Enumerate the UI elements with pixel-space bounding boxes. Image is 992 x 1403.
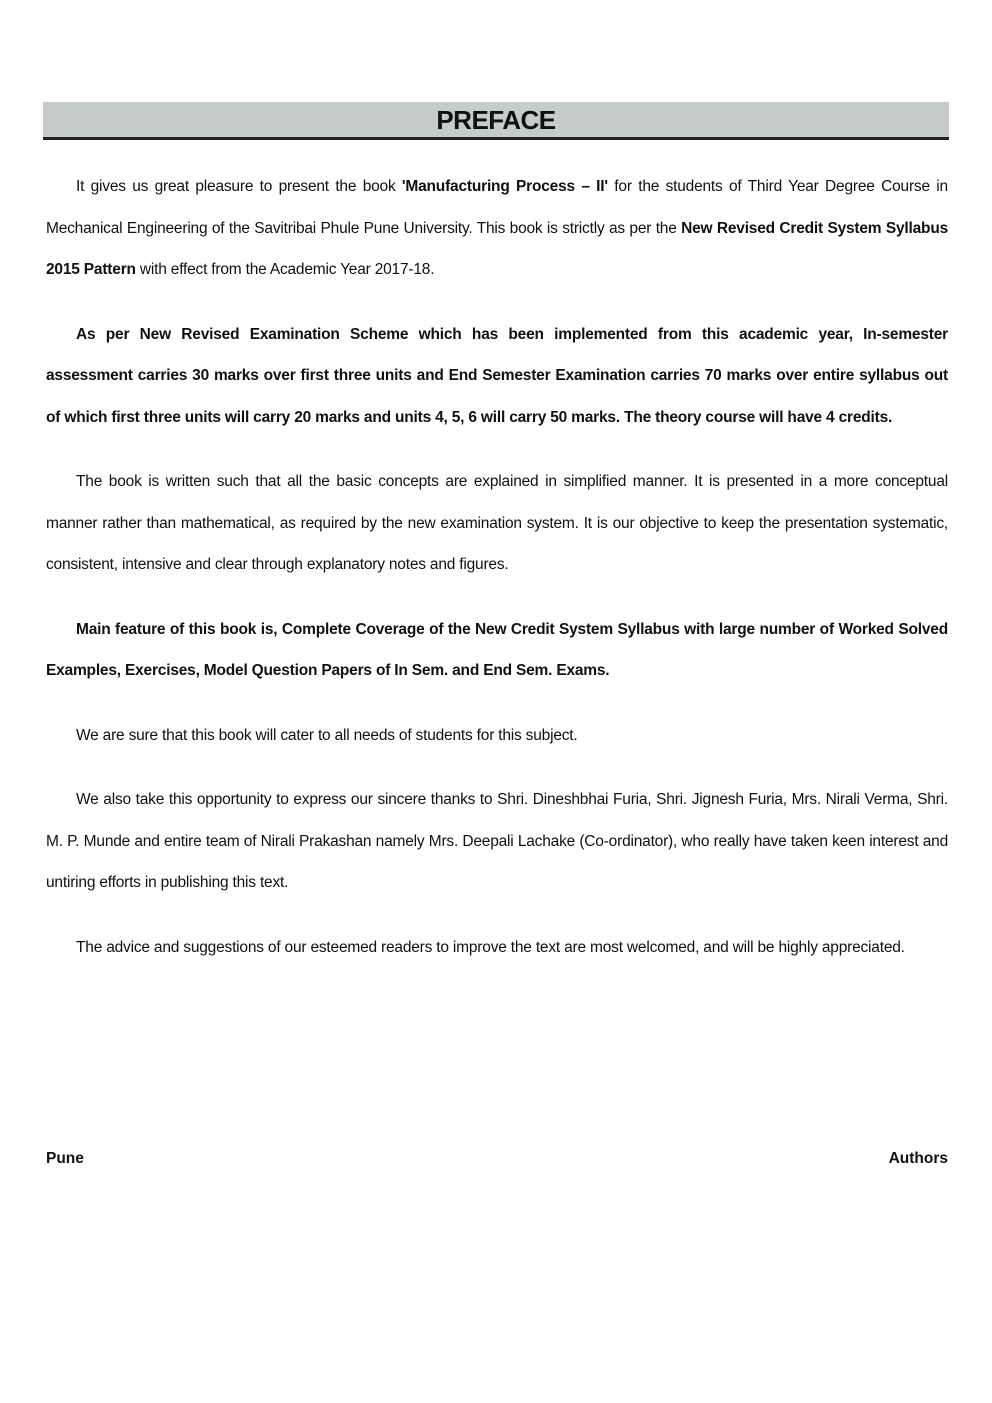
preface-body — [46, 166, 948, 991]
paragraph-assurance: We are sure that this book will cater to all needs of students for this subject. — [76, 726, 578, 744]
book-title: 'Manufacturing Process – II' — [401, 178, 608, 195]
signature: Authors — [888, 1150, 948, 1167]
signature-line — [46, 1150, 948, 1168]
paragraph-features — [46, 609, 948, 692]
paragraph-exam-scheme — [46, 314, 948, 439]
paragraph-thanks: We also take this opportunity to express our sincere thanks to Shri. Dineshbhai Furia, Shri. Jignesh Furia, Mrs. Nirali Verma, Shri. M. P. Munde and entire team of Nirali Prakashan namely Mrs. Deepali Lachake (Co-ordinator), who really have taken keen interest and untiring efforts in publishing this text. — [46, 791, 948, 891]
text: for the students of Third Year Degree Course in Mechanical Engineering of the Savitribai Phule Pune University. This book is strictly as per the — [46, 178, 948, 237]
text: Main feature of this book is, Complete Coverage of the New Credit System Syllabus with large number of Worked Solved Examples, Exercises, Model Question Papers of In Sem. and End Sem. Exams. — [46, 620, 948, 679]
text: It gives us great pleasure to present the book — [76, 178, 402, 195]
title-bar — [43, 102, 949, 140]
paragraph-approach: The book is written such that all the basic concepts are explained in simplified manner. It is presented in a more conceptual manner rather than mathematical, as required by the new examination system. It is our objective to keep the presentation systematic, consistent, intensive and clear through explanatory notes and figures. — [46, 473, 948, 573]
paragraph-advice: The advice and suggestions of our esteemed readers to improve the text are most welcomed, and will be highly appreciated. — [76, 938, 905, 956]
place: Pune — [46, 1150, 84, 1167]
page-title: PREFACE — [436, 105, 556, 135]
text: As per New Revised Examination Scheme which has been implemented from this academic year, In-semester assessment carries 30 marks over first three units and End Semester Examination carries 70 marks over entire syllabus out of which first three units will carry 20 marks and units 4, 5, 6 will carry 50 marks. The theory course will have 4 credits. — [46, 325, 948, 426]
syllabus-name: New Revised Credit System Syllabus 2015 Pattern — [46, 219, 949, 278]
text: with effect from the Academic Year 2017-18. — [135, 261, 435, 278]
paragraph-intro — [46, 166, 948, 291]
